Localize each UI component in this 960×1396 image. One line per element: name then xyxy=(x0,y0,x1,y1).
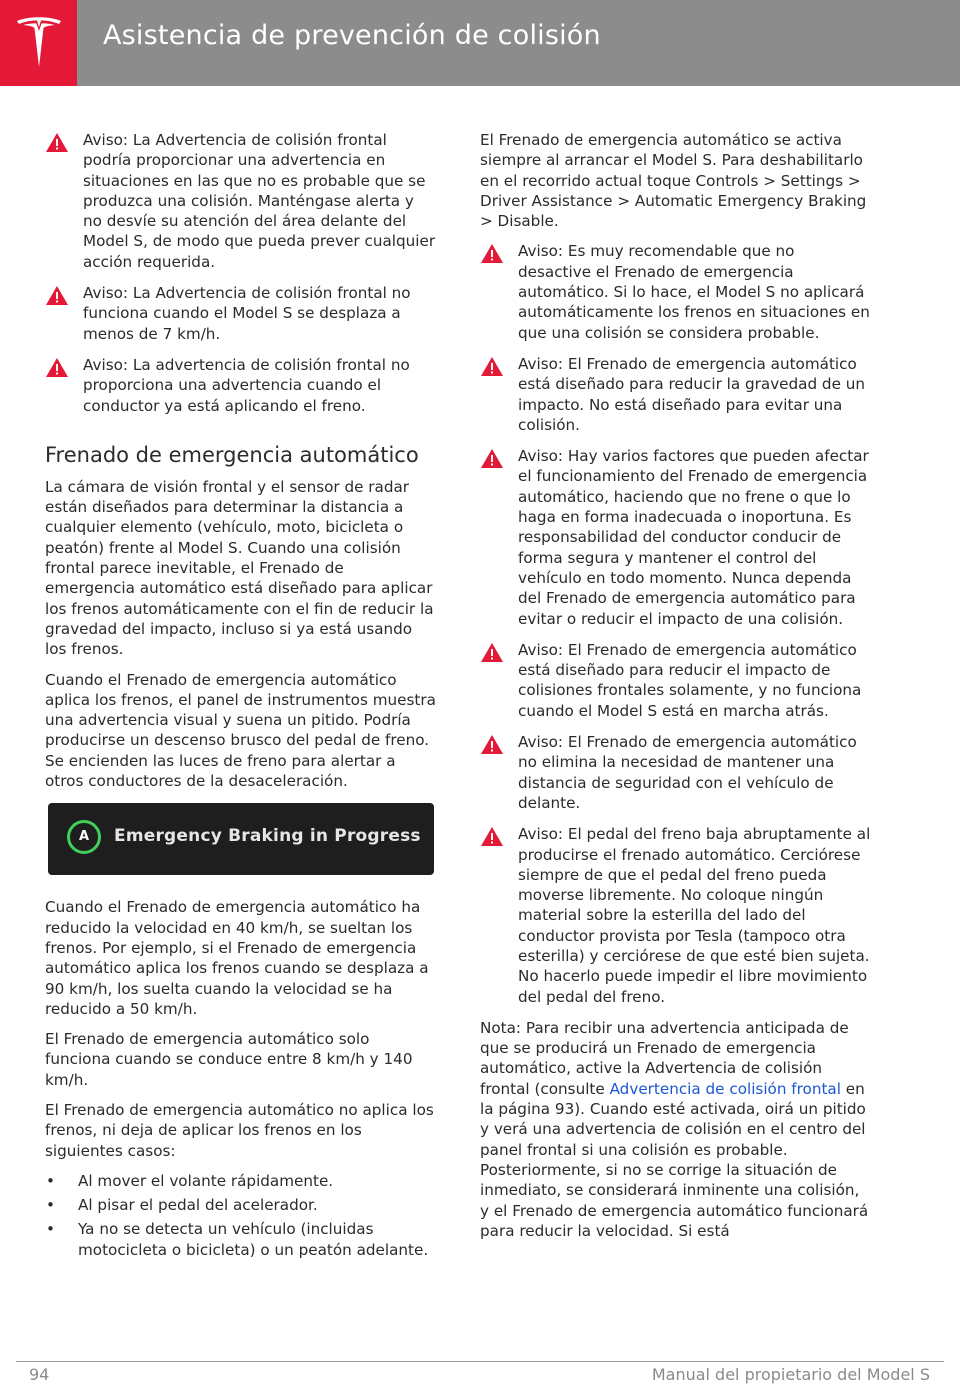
warning-block xyxy=(480,354,872,435)
list-item: • Ya no se detecta un vehículo (incluidas motocicleta o bicicleta) o un peatón adelante. xyxy=(45,1219,437,1260)
warning-icon xyxy=(480,734,504,755)
paragraph: El Frenado de emergencia automático se activa siempre al arrancar el Model S. Para deshabilitarlo en el recorrido actual toque Controls > Settings > Driver Assistance > Automatic Emergency Braking > Disable. xyxy=(480,131,867,231)
cross-reference-link[interactable]: Advertencia de colisión frontal xyxy=(609,1079,841,1098)
tesla-logo-icon xyxy=(14,15,64,71)
warning-block xyxy=(45,283,437,344)
warning-icon xyxy=(480,826,504,847)
right-column xyxy=(480,130,872,1251)
paragraph: Cuando el Frenado de emergencia automático ha reducido la velocidad en 40 km/h, se sueltan los frenos. Por ejemplo, si el Frenado de emergencia automático aplica los frenos cuando se desplaza a 90 km/h, los suelta cuando la velocidad se ha reducido a 50 km/h. xyxy=(45,898,429,1018)
paragraph: El Frenado de emergencia automático solo funciona cuando se conduce entre 8 km/h y 140 km/h. xyxy=(45,1030,413,1089)
left-column xyxy=(45,130,437,1264)
warning-icon xyxy=(45,132,69,153)
manual-title: Manual del propietario del Model S xyxy=(651,1365,930,1384)
warning-icon xyxy=(45,285,69,306)
warning-block xyxy=(480,241,872,342)
warning-text: Aviso: La Advertencia de colisión frontal podría proporcionar una advertencia en situaciones en las que no es probable que se produzca una colisión. Manténgase alerta y no desvíe su atención del área delante del Model S, de modo que pueda prever cualquier acción requerida. xyxy=(83,131,436,271)
warning-text: Aviso: El Frenado de emergencia automático está diseñado para reducir el impacto de colisiones frontales solamente, y no funciona cuando el Model S está en marcha atrás. xyxy=(518,640,862,720)
warning-icon xyxy=(480,642,504,663)
list-item: • Al mover el volante rápidamente. xyxy=(45,1171,437,1191)
warning-icon xyxy=(480,356,504,377)
bullet-list xyxy=(45,1171,437,1260)
warning-block xyxy=(480,640,872,721)
tesla-logo xyxy=(0,0,77,86)
page-header xyxy=(0,0,960,86)
autopilot-status-icon: A xyxy=(67,820,101,854)
warning-text: Aviso: El Frenado de emergencia automático está diseñado para reducir la gravedad de un impacto. No está diseñado para evitar una colisión. xyxy=(518,354,865,434)
page-title: Asistencia de prevención de colisión xyxy=(103,20,601,51)
footer-divider xyxy=(16,1361,944,1362)
warning-text: Aviso: La advertencia de colisión frontal no proporciona una advertencia cuando el conductor ya está aplicando el freno. xyxy=(83,355,410,415)
section-heading: Frenado de emergencia automático xyxy=(45,442,419,467)
warning-text: Aviso: Es muy recomendable que no desactive el Frenado de emergencia automático. Si lo hace, el Model S no aplicará automáticamente los frenos en situaciones en que una colisión se considera probable. xyxy=(518,242,870,342)
list-item: • Al pisar el pedal del acelerador. xyxy=(45,1195,437,1215)
warning-block xyxy=(480,824,872,1007)
paragraph: El Frenado de emergencia automático no aplica los frenos, ni deja de aplicar los frenos en los siguientes casos: xyxy=(45,1100,434,1160)
warning-icon xyxy=(480,243,504,264)
warning-block xyxy=(480,446,872,629)
emergency-braking-banner xyxy=(48,803,434,875)
warning-icon xyxy=(480,448,504,469)
paragraph: La cámara de visión frontal y el sensor de radar están diseñados para determinar la distancia a cualquier elemento (vehículo, moto, bicicleta o peatón) frente al Model S. Cuando una colisión frontal parece inevitable, el Frenado de emergencia automático está diseñado para aplicar los frenos automáticamente con el fin de reducir la gravedad del impacto, incluso si ya está usando los frenos. xyxy=(45,477,434,659)
warning-text: Aviso: El pedal del freno baja abruptamente al producirse el frenado automático. Cerciórese siempre de que el pedal del freno pueda moverse libremente. No coloque ningún material sobre la esterilla del lado del conductor provista por Tesla (tampoco otra esterilla) y cerciórese de que esté bien sujeta. No hacerlo puede impedir el libre movimiento del pedal del freno. xyxy=(518,825,871,1006)
warning-block xyxy=(45,355,437,416)
warning-block xyxy=(480,732,872,813)
warning-block xyxy=(45,130,437,272)
warning-text: Aviso: El Frenado de emergencia automático no elimina la necesidad de mantener una distancia de seguridad con el vehículo de delante. xyxy=(518,733,857,812)
warning-icon xyxy=(45,357,69,378)
warning-text: Aviso: Hay varios factores que pueden afectar el funcionamiento del Frenado de emergencia automático, haciendo que no frene o que lo haga en forma inadecuada o inoportuna. Es responsabilidad del conductor conducir de forma segura y mantener el control del vehículo en todo momento. Nunca dependa del Frenado de emergencia automático para evitar o reducir el impacto de una colisión. xyxy=(518,447,869,628)
page-number: 94 xyxy=(29,1365,50,1384)
note-paragraph: Nota: Para recibir una advertencia anticipada de que se producirá un Frenado de emergencia automático, active la Advertencia de colisión frontal (consulte Advertencia de colisión frontal en la página 93). Cuando esté activada, oirá un pitido y verá una advertencia de colisión en el centro del panel frontal si una colisión es probable. Posteriormente, si no se corrige la situación de inmediato, se considerará inminente una colisión, y el Frenado de emergencia automático funcionará para reducir la velocidad. Si está xyxy=(480,1018,869,1240)
paragraph: Cuando el Frenado de emergencia automático aplica los frenos, el panel de instrumentos muestra una advertencia visual y suena un pitido. Podría producirse un descenso brusco del pedal de freno. Se encienden las luces de freno para alertar a otros conductores de la desaceleración. xyxy=(45,670,436,791)
warning-text: Aviso: La Advertencia de colisión frontal no funciona cuando el Model S se desplaza a menos de 7 km/h. xyxy=(83,284,411,343)
banner-text: Emergency Braking in Progress xyxy=(114,826,421,847)
